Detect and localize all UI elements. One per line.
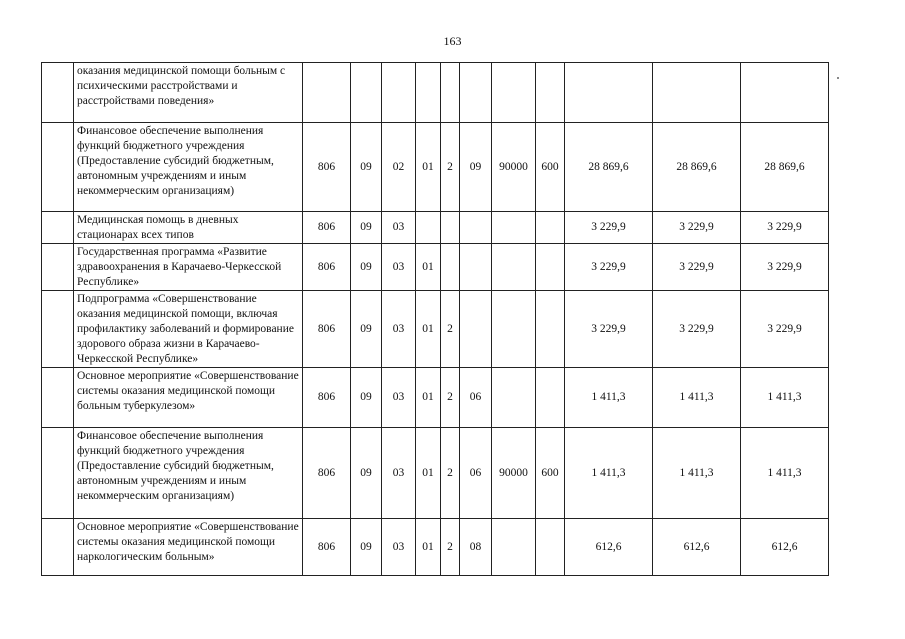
- subprogram-code-cell: [441, 244, 460, 291]
- item-name-cell: Основное мероприятие «Совершенствование системы оказания медицинской помощи больным туберкулезом»: [74, 368, 303, 428]
- table-row: [42, 244, 829, 291]
- ministry-code-cell: [303, 63, 351, 123]
- table-row: [42, 291, 829, 368]
- subprogram-code-cell: 2: [441, 428, 460, 519]
- section-code-cell: 09: [351, 368, 382, 428]
- activity-code-cell: 09: [460, 123, 492, 212]
- expense-type-cell: [536, 519, 565, 576]
- item-name-cell: Основное мероприятие «Совершенствование системы оказания медицинской помощи наркологическим больным»: [74, 519, 303, 576]
- ministry-code-cell: 806: [303, 428, 351, 519]
- activity-code-cell: [460, 63, 492, 123]
- row-number-cell: [42, 428, 74, 519]
- direction-code-cell: [492, 63, 536, 123]
- subprogram-code-cell: 2: [441, 519, 460, 576]
- amount-year2-cell: 28 869,6: [653, 123, 741, 212]
- row-number-cell: [42, 63, 74, 123]
- row-number-cell: [42, 519, 74, 576]
- amount-year1-cell: 3 229,9: [565, 212, 653, 244]
- row-number-cell: [42, 123, 74, 212]
- amount-year1-cell: 3 229,9: [565, 291, 653, 368]
- table-row: [42, 428, 829, 519]
- section-code-cell: 09: [351, 291, 382, 368]
- subsection-code-cell: 03: [382, 212, 416, 244]
- subsection-code-cell: 03: [382, 428, 416, 519]
- amount-year2-cell: 3 229,9: [653, 291, 741, 368]
- direction-code-cell: 90000: [492, 428, 536, 519]
- direction-code-cell: [492, 244, 536, 291]
- amount-year3-cell: 612,6: [741, 519, 829, 576]
- subsection-code-cell: 03: [382, 244, 416, 291]
- amount-year3-cell: 1 411,3: [741, 368, 829, 428]
- subsection-code-cell: 03: [382, 368, 416, 428]
- ministry-code-cell: 806: [303, 212, 351, 244]
- direction-code-cell: [492, 212, 536, 244]
- subsection-code-cell: 03: [382, 291, 416, 368]
- activity-code-cell: [460, 291, 492, 368]
- table-row: [42, 123, 829, 212]
- expense-type-cell: [536, 291, 565, 368]
- expense-type-cell: 600: [536, 428, 565, 519]
- amount-year1-cell: 612,6: [565, 519, 653, 576]
- section-code-cell: 09: [351, 519, 382, 576]
- item-name-cell: Финансовое обеспечение выполнения функций бюджетного учреждения (Предоставление субсидий бюджетным, автономным учреждениям и иным некоммерческим организациям): [74, 123, 303, 212]
- amount-year3-cell: [741, 63, 829, 123]
- amount-year1-cell: 28 869,6: [565, 123, 653, 212]
- ministry-code-cell: 806: [303, 244, 351, 291]
- item-name-cell: Финансовое обеспечение выполнения функций бюджетного учреждения (Предоставление субсидий бюджетным, автономным учреждениям и иным некоммерческим организациям): [74, 428, 303, 519]
- item-name-cell: Подпрограмма «Совершенствование оказания медицинской помощи, включая профилактику заболеваний и формирование здорового образа жизни в Карачаево-Черкесской Республике»: [74, 291, 303, 368]
- program-code-cell: 01: [416, 244, 441, 291]
- section-code-cell: 09: [351, 244, 382, 291]
- subsection-code-cell: 02: [382, 123, 416, 212]
- row-number-cell: [42, 244, 74, 291]
- amount-year1-cell: 3 229,9: [565, 244, 653, 291]
- activity-code-cell: [460, 212, 492, 244]
- table-row: [42, 368, 829, 428]
- subprogram-code-cell: 2: [441, 123, 460, 212]
- amount-year1-cell: [565, 63, 653, 123]
- page-number: 163: [443, 34, 462, 48]
- activity-code-cell: 06: [460, 428, 492, 519]
- ministry-code-cell: 806: [303, 123, 351, 212]
- program-code-cell: [416, 63, 441, 123]
- amount-year3-cell: 3 229,9: [741, 212, 829, 244]
- ministry-code-cell: 806: [303, 368, 351, 428]
- amount-year3-cell: 1 411,3: [741, 428, 829, 519]
- subprogram-code-cell: 2: [441, 368, 460, 428]
- row-number-cell: [42, 212, 74, 244]
- program-code-cell: 01: [416, 368, 441, 428]
- subprogram-code-cell: [441, 212, 460, 244]
- item-name-cell: Медицинская помощь в дневных стационарах всех типов: [74, 212, 303, 244]
- amount-year1-cell: 1 411,3: [565, 428, 653, 519]
- item-name-cell: оказания медицинской помощи больным с психическими расстройствами и расстройствами поведения»: [74, 63, 303, 123]
- program-code-cell: 01: [416, 519, 441, 576]
- amount-year2-cell: 1 411,3: [653, 368, 741, 428]
- table-body: [42, 63, 829, 576]
- direction-code-cell: 90000: [492, 123, 536, 212]
- program-code-cell: 01: [416, 428, 441, 519]
- expense-type-cell: [536, 63, 565, 123]
- table-row: [42, 63, 829, 123]
- table-row: [42, 212, 829, 244]
- direction-code-cell: [492, 368, 536, 428]
- amount-year2-cell: 612,6: [653, 519, 741, 576]
- amount-year3-cell: 3 229,9: [741, 291, 829, 368]
- section-code-cell: 09: [351, 428, 382, 519]
- budget-table: [41, 62, 829, 576]
- amount-year2-cell: 3 229,9: [653, 244, 741, 291]
- amount-year2-cell: 1 411,3: [653, 428, 741, 519]
- program-code-cell: 01: [416, 291, 441, 368]
- activity-code-cell: [460, 244, 492, 291]
- activity-code-cell: 06: [460, 368, 492, 428]
- subprogram-code-cell: [441, 63, 460, 123]
- subprogram-code-cell: 2: [441, 291, 460, 368]
- activity-code-cell: 08: [460, 519, 492, 576]
- row-number-cell: [42, 291, 74, 368]
- section-code-cell: 09: [351, 123, 382, 212]
- program-code-cell: [416, 212, 441, 244]
- expense-type-cell: [536, 212, 565, 244]
- ministry-code-cell: 806: [303, 291, 351, 368]
- section-code-cell: 09: [351, 212, 382, 244]
- amount-year1-cell: 1 411,3: [565, 368, 653, 428]
- expense-type-cell: [536, 368, 565, 428]
- scan-speck: [837, 77, 839, 79]
- amount-year2-cell: 3 229,9: [653, 212, 741, 244]
- table-row: [42, 519, 829, 576]
- amount-year3-cell: 3 229,9: [741, 244, 829, 291]
- direction-code-cell: [492, 519, 536, 576]
- section-code-cell: [351, 63, 382, 123]
- subsection-code-cell: [382, 63, 416, 123]
- amount-year2-cell: [653, 63, 741, 123]
- row-number-cell: [42, 368, 74, 428]
- expense-type-cell: 600: [536, 123, 565, 212]
- item-name-cell: Государственная программа «Развитие здравоохранения в Карачаево-Черкесской Республике»: [74, 244, 303, 291]
- program-code-cell: 01: [416, 123, 441, 212]
- direction-code-cell: [492, 291, 536, 368]
- subsection-code-cell: 03: [382, 519, 416, 576]
- expense-type-cell: [536, 244, 565, 291]
- ministry-code-cell: 806: [303, 519, 351, 576]
- amount-year3-cell: 28 869,6: [741, 123, 829, 212]
